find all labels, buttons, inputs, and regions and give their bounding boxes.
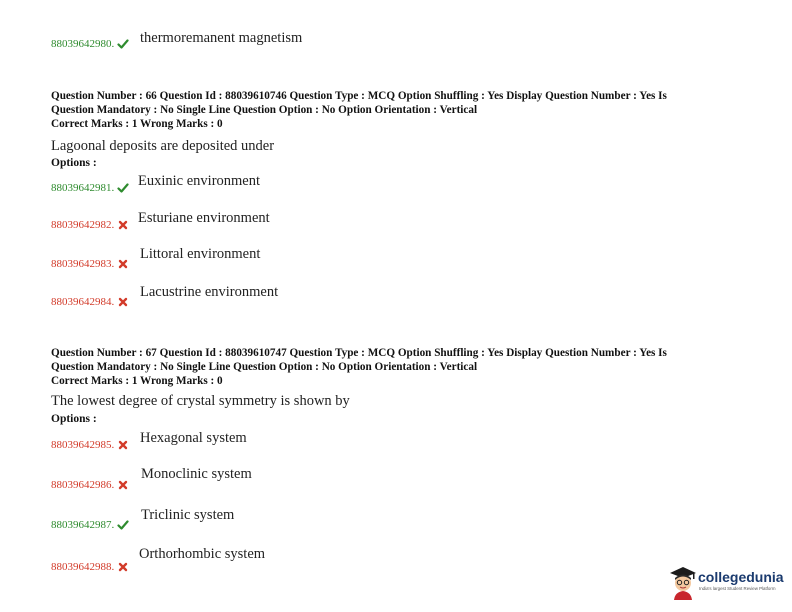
check-icon [117,181,129,193]
question-meta-line: Question Number : 66 Question Id : 88039610746 Question Type : MCQ Option Shuffling : Yes Display Question Number : Yes Is [51,90,667,102]
question-marks: Correct Marks : 1 Wrong Marks : 0 [51,118,223,130]
option-row [51,292,129,310]
check-icon [117,518,129,530]
option-row [51,254,129,272]
option-id: 88039642988. [51,561,115,573]
logo-tagline: India's largest Student Review Platform [699,586,776,591]
option-text: Littoral environment [140,246,261,262]
option-id: 88039642986. [51,479,115,491]
option-row [51,515,129,533]
check-icon [117,37,129,49]
option-row [51,215,129,233]
options-label: Options : [51,157,97,169]
question-meta [51,346,667,388]
option-id: 88039642987. [51,519,115,531]
option-id: 88039642985. [51,439,115,451]
question-meta [51,89,667,131]
cross-icon [117,560,129,572]
option-text: Monoclinic system [141,466,252,482]
mascot-icon [668,566,698,600]
cross-icon [117,218,129,230]
option-text: Esturiane environment [138,210,270,226]
question-meta-line: Question Mandatory : No Single Line Question Option : No Option Orientation : Vertical [51,361,478,373]
option-id: 88039642984. [51,296,115,308]
option-id: 88039642981. [51,182,115,194]
question-meta-line: Question Number : 67 Question Id : 88039610747 Question Type : MCQ Option Shuffling : Yes Display Question Number : Yes Is [51,347,667,359]
option-text: Euxinic environment [138,173,261,189]
collegedunia-logo [668,566,786,600]
question-marks: Correct Marks : 1 Wrong Marks : 0 [51,375,223,387]
option-text: Triclinic system [141,507,235,523]
option-row [51,557,129,575]
question-text: Lagoonal deposits are deposited under [51,138,275,154]
option-text: Hexagonal system [140,430,247,446]
logo-wordmark: collegedunia [698,569,784,585]
question-meta-line: Question Mandatory : No Single Line Question Option : No Option Orientation : Vertical [51,104,478,116]
cross-icon [117,257,129,269]
cross-icon [117,295,129,307]
cross-icon [117,438,129,450]
option-id: 88039642983. [51,258,115,270]
options-label: Options : [51,413,97,425]
option-id: 88039642980. [51,38,115,50]
option-row [51,475,129,493]
option-row [51,435,129,453]
cross-icon [117,478,129,490]
option-text: Lacustrine environment [140,284,279,300]
option-text: Orthorhombic system [139,546,266,562]
option-id: 88039642982. [51,219,115,231]
question-text: The lowest degree of crystal symmetry is shown by [51,393,350,409]
option-row [51,178,129,196]
option-row [51,34,129,52]
option-text: thermoremanent magnetism [140,30,303,46]
